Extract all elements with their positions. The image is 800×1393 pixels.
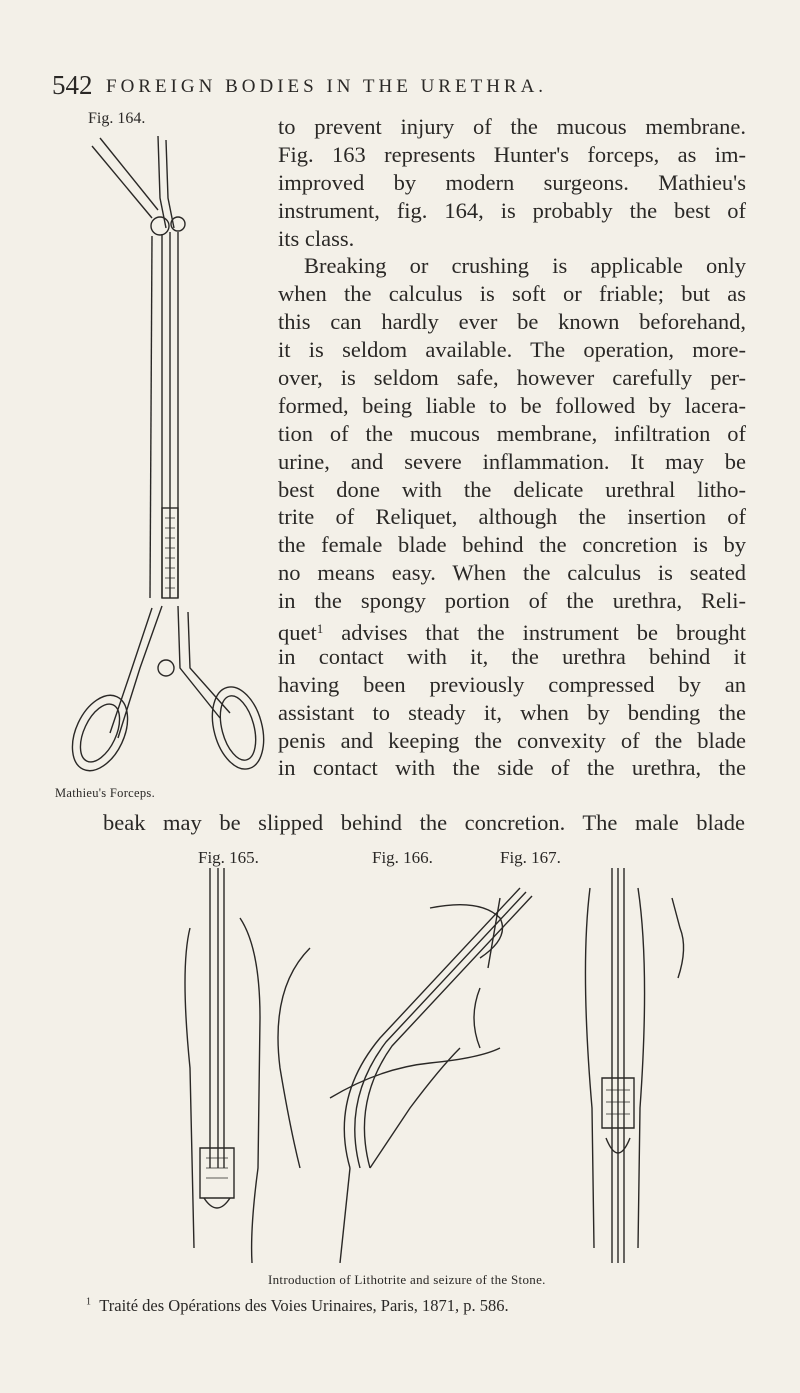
body-line-19-start: quet <box>278 620 317 646</box>
page-number: 542 <box>52 70 93 100</box>
body-line-19 <box>278 615 746 646</box>
body-line-10: over, is seldom safe, however carefully per- <box>278 365 746 391</box>
body-line-3: improved by modern surgeons. Mathieu's <box>278 169 746 195</box>
body-line-8: this can hardly ever be known beforehand, <box>278 309 746 335</box>
body-line-5: its class. <box>278 225 355 251</box>
body-line-12: tion of the mucous membrane, infiltration of <box>278 420 746 446</box>
body-line-22: assistant to steady it, when by bending the <box>278 699 746 725</box>
fig-167-drawing <box>585 868 683 1263</box>
full-width-line: beak may be slipped behind the concretion. The male blade <box>103 810 745 835</box>
lithotrite-figures-illustration <box>180 868 690 1263</box>
mathieu-forceps-illustration <box>70 128 266 780</box>
body-line-2: Fig. 163 represents Hunter's forceps, as im- <box>278 141 746 167</box>
running-head: FOREIGN BODIES IN THE URETHRA. <box>106 76 548 97</box>
fig-166-label: Fig. 166. <box>372 848 433 867</box>
fig-164-label: Fig. 164. <box>88 110 146 127</box>
fig-166-drawing <box>278 888 532 1263</box>
body-line-16: the female blade behind the concretion is by <box>278 532 746 558</box>
body-line-19-rest: advises that the instrument be brought <box>341 620 746 646</box>
body-line-21: having been previously compressed by an <box>278 671 746 697</box>
body-line-20: in contact with it, the urethra behind it <box>278 643 746 669</box>
body-line-1: to prevent injury of the mucous membrane. <box>278 114 746 139</box>
body-line-15: trite of Reliquet, although the insertion of <box>278 504 746 530</box>
fig-165-drawing <box>185 868 260 1263</box>
body-line-6: Breaking or crushing is applicable only <box>304 253 746 279</box>
fig-167-label: Fig. 167. <box>500 848 561 867</box>
figures-caption: Introduction of Lithotrite and seizure of the Stone. <box>268 1272 546 1287</box>
footnote-reference: 1 <box>316 621 324 637</box>
body-line-14: best done with the delicate urethral litho- <box>278 476 746 502</box>
footnote-text: Traité des Opérations des Voies Urinaires, Paris, 1871, p. 586. <box>99 1296 509 1315</box>
body-line-9: it is seldom available. The operation, more- <box>278 337 746 363</box>
body-line-18: in the spongy portion of the urethra, Reli- <box>278 588 746 614</box>
body-line-11: formed, being liable to be followed by lacera- <box>278 392 746 418</box>
body-line-23: penis and keeping the convexity of the blade <box>278 727 746 753</box>
body-line-13: urine, and severe inflammation. It may be <box>278 448 746 474</box>
body-line-24: in contact with the side of the urethra, the <box>278 755 746 781</box>
fig-165-label: Fig. 165. <box>198 848 259 867</box>
body-line-17: no means easy. When the calculus is seated <box>278 560 746 586</box>
body-line-7: when the calculus is soft or friable; but as <box>278 281 746 307</box>
footnote-marker: 1 <box>86 1296 91 1308</box>
right-column-text <box>278 113 746 782</box>
body-line-4: instrument, fig. 164, is probably the best of <box>278 197 746 223</box>
footnote <box>86 1296 509 1316</box>
fig-164-caption: Mathieu's Forceps. <box>55 786 155 800</box>
